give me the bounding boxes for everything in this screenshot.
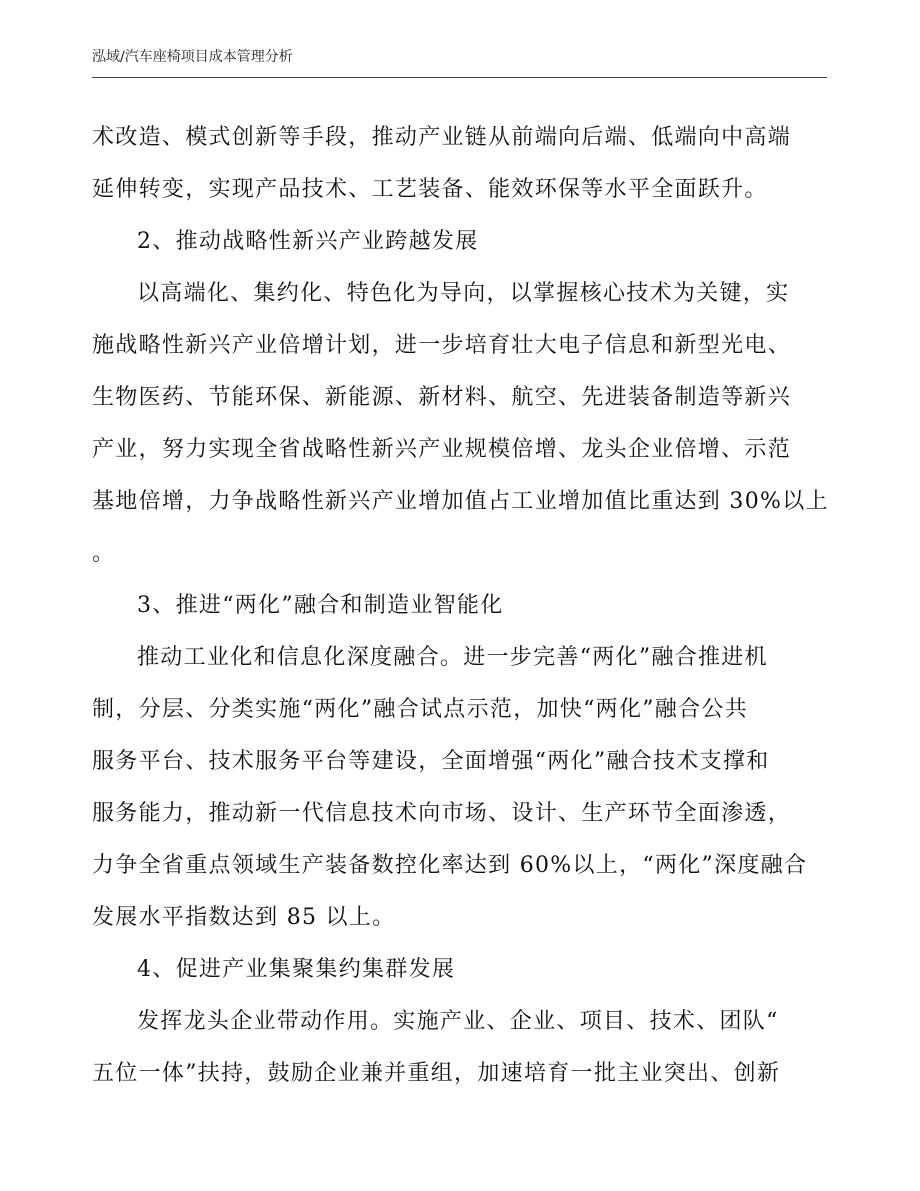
- header-divider: [92, 77, 827, 78]
- body-line: 发展水平指数达到 85 以上。: [92, 905, 396, 930]
- body-line: 施战略性新兴产业倍增计划，进一步培育壮大电子信息和新型光电、: [92, 333, 792, 358]
- body-line: 制，分层、分类实施“两化”融合试点示范，加快“两化”融合公共: [92, 697, 748, 722]
- body-line: 力争全省重点领域生产装备数控化率达到 60%以上，“两化”深度融合: [92, 853, 808, 878]
- body-line: 服务平台、技术服务平台等建设，全面增强“两化”融合技术支撑和: [92, 749, 770, 774]
- body-line: 以高端化、集约化、特色化为导向，以掌握核心技术为关键，实: [137, 281, 790, 306]
- document-header-title: 泓域/汽车座椅项目成本管理分析: [92, 49, 293, 65]
- body-line: 术改造、模式创新等手段，推动产业链从前端向后端、低端向中高端: [92, 125, 792, 150]
- body-line: 延伸转变，实现产品技术、工艺装备、能效环保等水平全面跃升。: [92, 177, 768, 202]
- body-line: 生物医药、节能环保、新能源、新材料、航空、先进装备制造等新兴: [92, 385, 792, 410]
- section-heading-2: 2、推动战略性新兴产业跨越发展: [137, 229, 479, 254]
- section-heading-3: 3、推进“两化”融合和制造业智能化: [137, 593, 504, 618]
- body-line: 服务能力，推动新一代信息技术向市场、设计、生产环节全面渗透，: [92, 801, 792, 826]
- body-line: 产业，努力实现全省战略性新兴产业规模倍增、龙头企业倍增、示范: [92, 437, 792, 462]
- section-heading-4: 4、促进产业集聚集约集群发展: [137, 957, 456, 982]
- body-line: 基地倍增，力争战略性新兴产业增加值占工业增加值比重达到 30%以上: [92, 489, 829, 514]
- body-line: 五位一体”扶持，鼓励企业兼并重组，加速培育一批主业突出、创新: [92, 1061, 781, 1086]
- body-line: 发挥龙头企业带动作用。实施产业、企业、项目、技术、团队“: [137, 1009, 779, 1034]
- body-line: 推动工业化和信息化深度融合。进一步完善“两化”融合推进机: [137, 645, 768, 670]
- body-line: 。: [92, 541, 116, 566]
